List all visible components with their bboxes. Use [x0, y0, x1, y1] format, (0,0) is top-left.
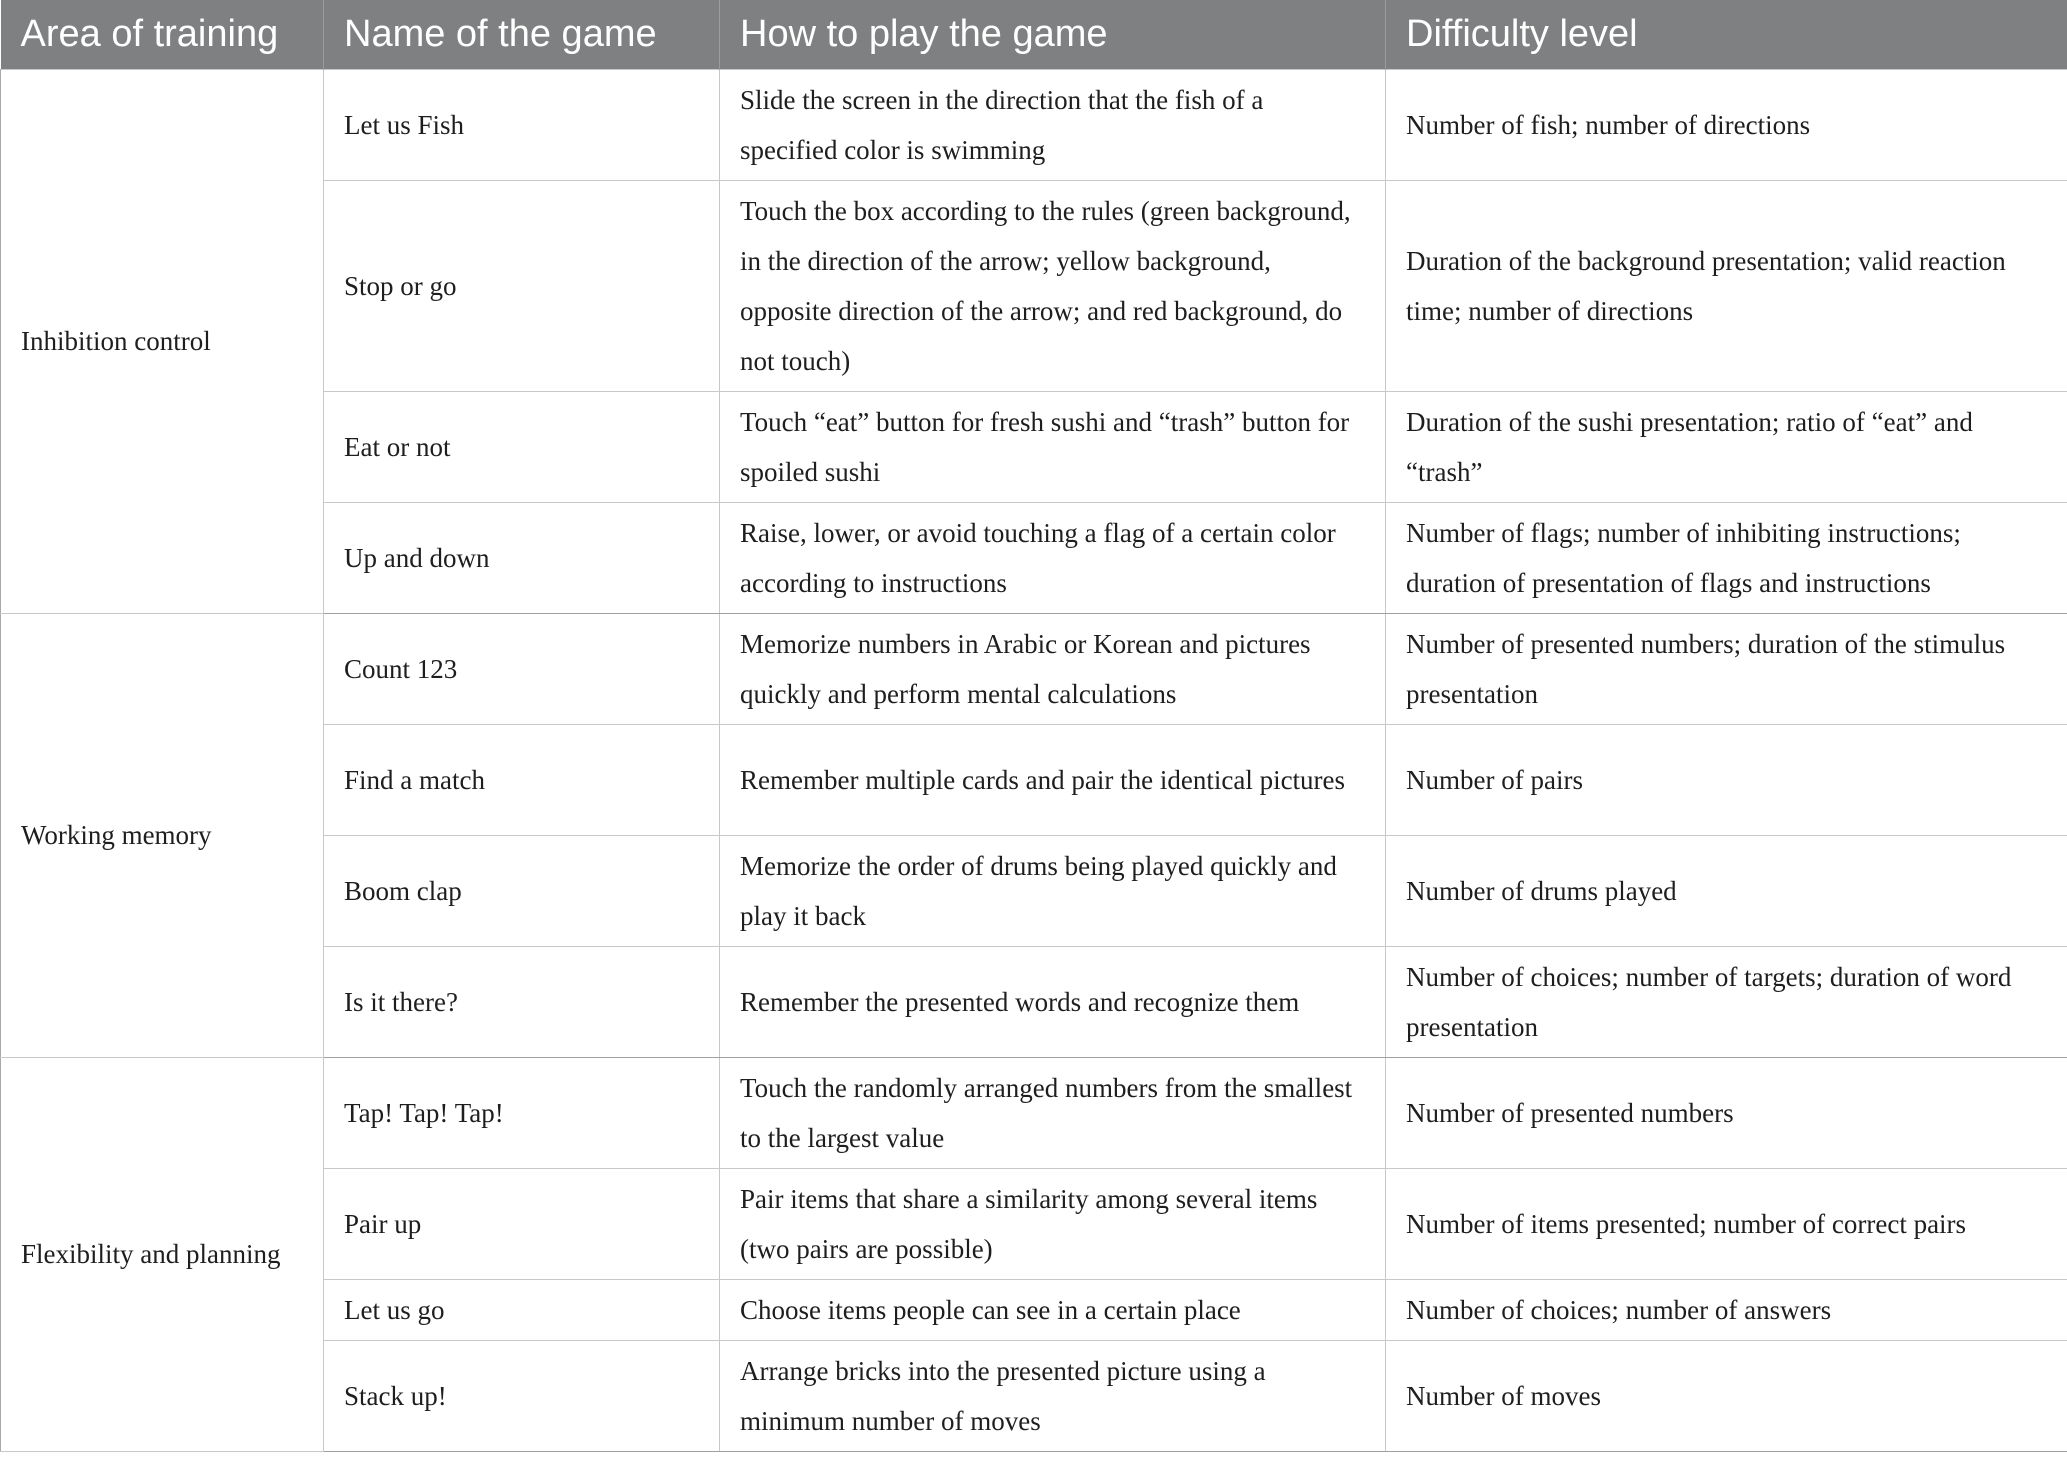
difficulty-cell: Number of presented numbers — [1386, 1057, 2067, 1168]
difficulty-cell: Number of flags; number of inhibiting instructions; duration of presentation of flags and instructions — [1386, 502, 2067, 613]
how-to-play-cell: Memorize the order of drums being played quickly and play it back — [720, 835, 1386, 946]
how-to-play-cell: Pair items that share a similarity among several items (two pairs are possible) — [720, 1168, 1386, 1279]
difficulty-cell: Number of choices; number of targets; duration of word presentation — [1386, 946, 2067, 1057]
group-inhibition-control — [1, 69, 2067, 613]
how-to-play-cell: Raise, lower, or avoid touching a flag of a certain color according to instructions — [720, 502, 1386, 613]
difficulty-cell: Number of pairs — [1386, 724, 2067, 835]
game-name-cell: Pair up — [324, 1168, 720, 1279]
how-to-play-cell: Remember multiple cards and pair the identical pictures — [720, 724, 1386, 835]
game-name-cell: Stack up! — [324, 1340, 720, 1451]
difficulty-cell: Number of items presented; number of correct pairs — [1386, 1168, 2067, 1279]
table-row — [1, 613, 2067, 724]
how-to-play-cell: Touch “eat” button for fresh sushi and “trash” button for spoiled sushi — [720, 391, 1386, 502]
group-flexibility-and-planning — [1, 1057, 2067, 1451]
how-to-play-cell: Touch the box according to the rules (green background, in the direction of the arrow; yellow background, opposite direction of the arrow; and red background, do not touch) — [720, 180, 1386, 391]
difficulty-cell: Number of fish; number of directions — [1386, 69, 2067, 180]
difficulty-cell: Number of moves — [1386, 1340, 2067, 1451]
table-row — [1, 69, 2067, 180]
game-name-cell: Tap! Tap! Tap! — [324, 1057, 720, 1168]
game-name-cell: Up and down — [324, 502, 720, 613]
area-cell: Working memory — [1, 613, 324, 1057]
game-name-cell: Is it there? — [324, 946, 720, 1057]
game-name-cell: Eat or not — [324, 391, 720, 502]
how-to-play-cell: Arrange bricks into the presented picture using a minimum number of moves — [720, 1340, 1386, 1451]
header-area-of-training: Area of training — [1, 0, 324, 69]
game-name-cell: Find a match — [324, 724, 720, 835]
difficulty-cell: Number of drums played — [1386, 835, 2067, 946]
game-name-cell: Let us go — [324, 1279, 720, 1340]
header-how-to-play: How to play the game — [720, 0, 1386, 69]
how-to-play-cell: Memorize numbers in Arabic or Korean and pictures quickly and perform mental calculations — [720, 613, 1386, 724]
area-cell: Inhibition control — [1, 69, 324, 613]
game-name-cell: Let us Fish — [324, 69, 720, 180]
how-to-play-cell: Choose items people can see in a certain place — [720, 1279, 1386, 1340]
area-cell: Flexibility and planning — [1, 1057, 324, 1451]
difficulty-cell: Number of choices; number of answers — [1386, 1279, 2067, 1340]
how-to-play-cell: Touch the randomly arranged numbers from the smallest to the largest value — [720, 1057, 1386, 1168]
how-to-play-cell: Remember the presented words and recognize them — [720, 946, 1386, 1057]
header-row — [1, 0, 2067, 69]
difficulty-cell: Duration of the sushi presentation; ratio of “eat” and “trash” — [1386, 391, 2067, 502]
header-name-of-game: Name of the game — [324, 0, 720, 69]
difficulty-cell: Number of presented numbers; duration of the stimulus presentation — [1386, 613, 2067, 724]
how-to-play-cell: Slide the screen in the direction that the fish of a specified color is swimming — [720, 69, 1386, 180]
game-name-cell: Stop or go — [324, 180, 720, 391]
group-working-memory — [1, 613, 2067, 1057]
game-name-cell: Boom clap — [324, 835, 720, 946]
table-header — [1, 0, 2067, 69]
table-row — [1, 1057, 2067, 1168]
game-name-cell: Count 123 — [324, 613, 720, 724]
header-difficulty-level: Difficulty level — [1386, 0, 2067, 69]
difficulty-cell: Duration of the background presentation; valid reaction time; number of directions — [1386, 180, 2067, 391]
